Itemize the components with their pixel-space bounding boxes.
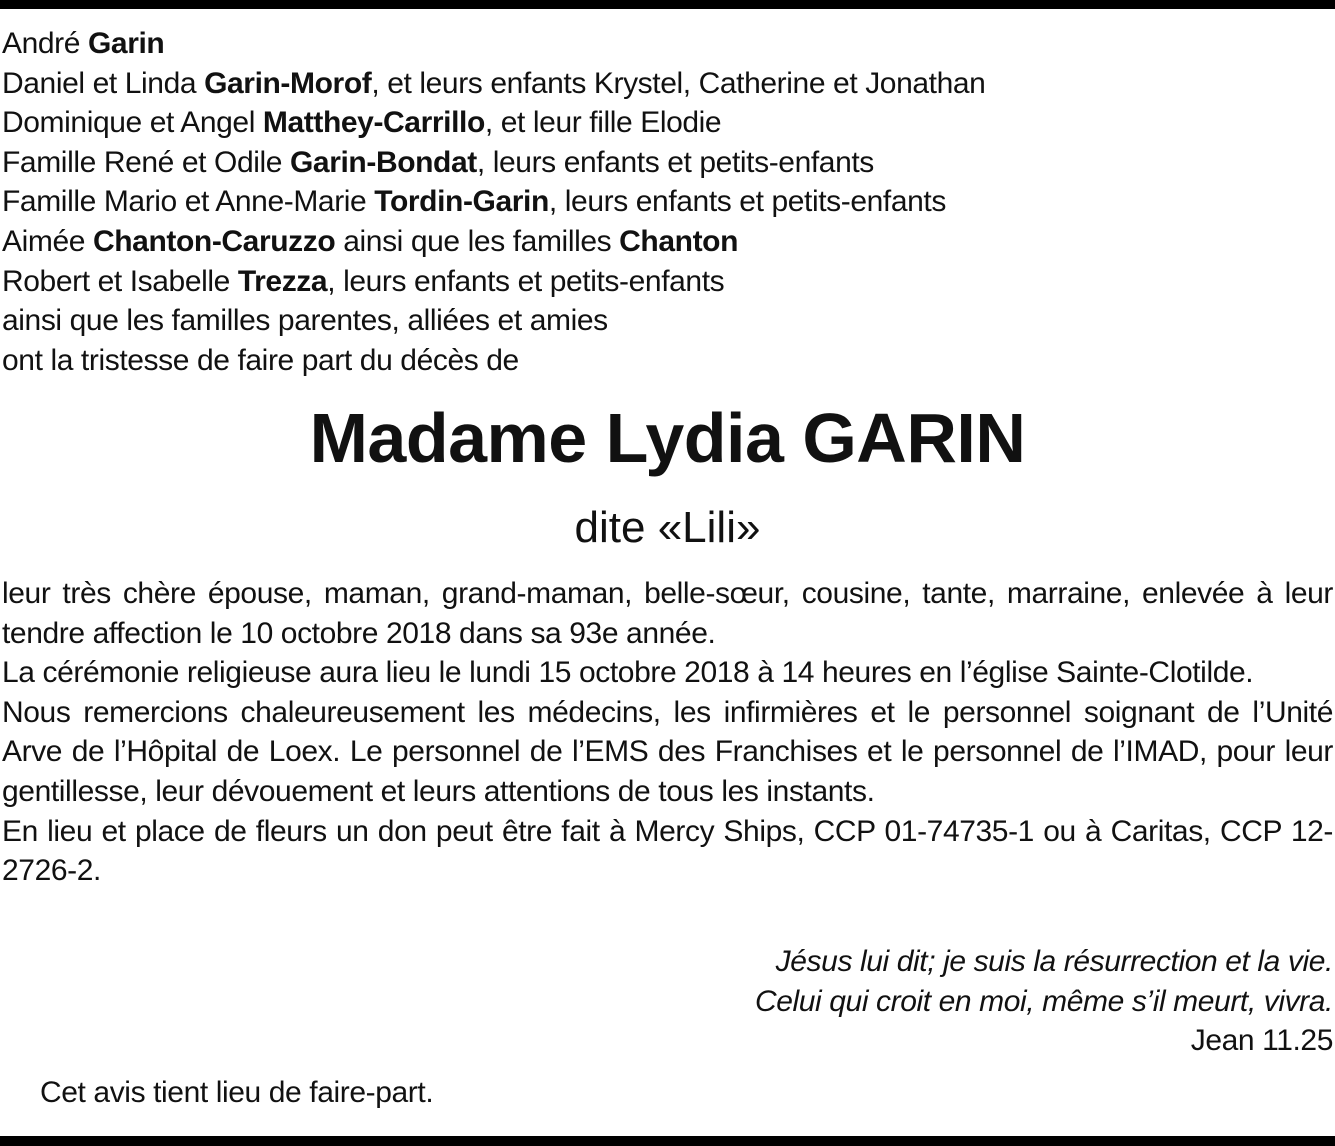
family-line bbox=[2, 341, 1332, 381]
body-paragraph: En lieu et place de fleurs un don peut être fait à Mercy Ships, CCP 01-74735-1 ou à Caritas, CCP 12-2726-2. bbox=[2, 814, 1333, 888]
family-line-text: ainsi que les familles bbox=[335, 224, 620, 258]
family-line bbox=[2, 182, 1332, 222]
family-line bbox=[2, 301, 1332, 341]
top-rule bbox=[0, 0, 1335, 9]
family-surname: Matthey-Carrillo bbox=[262, 106, 485, 140]
family-line-text: , leurs enfants et petits-enfants bbox=[548, 185, 946, 219]
family-line-text: , leurs enfants et petits-enfants bbox=[476, 145, 874, 179]
family-line-text: Famille Mario et Anne-Marie bbox=[2, 185, 375, 219]
family-line-text: André bbox=[2, 27, 88, 60]
family-line-text: ont la tristesse de faire part du décès de bbox=[2, 343, 519, 377]
family-line-text: , et leurs enfants Krystel, Catherine et Jonathan bbox=[371, 66, 986, 100]
verse-line: Celui qui croit en moi, même s’il meurt, vivra. bbox=[754, 984, 1333, 1018]
announcement-body bbox=[2, 574, 1333, 891]
family-line bbox=[2, 103, 1332, 143]
family-surname: Chanton bbox=[619, 224, 739, 258]
family-line bbox=[2, 262, 1332, 302]
verse-reference: Jean 11.25 bbox=[1190, 1024, 1333, 1058]
family-surname: Garin bbox=[88, 27, 165, 60]
family-line-text: Aimée bbox=[2, 224, 93, 258]
deceased-nickname: dite «Lili» bbox=[574, 503, 761, 552]
family-line-text: ainsi que les familles parentes, alliées et amies bbox=[2, 304, 608, 338]
family-line-text: Dominique et Angel bbox=[2, 106, 263, 140]
body-paragraph: Nous remercions chaleureusement les médecins, les infirmières et le personnel soignant de l’Unité Arve de l’Hôpital de Loex. Le personnel de l’EMS des Franchises et le personnel de l’IMAD, pour leur gentillesse, leur dévouement et leurs attentions de tous les instants. bbox=[2, 695, 1333, 808]
deceased-name: Madame Lydia GARIN bbox=[309, 399, 1026, 477]
notice-text: Cet avis tient lieu de faire-part. bbox=[40, 1076, 434, 1109]
family-surname: Garin-Bondat bbox=[290, 145, 477, 179]
bottom-rule bbox=[0, 1136, 1335, 1146]
bible-verse bbox=[433, 942, 1333, 1061]
family-line-text: Robert et Isabelle bbox=[2, 264, 238, 298]
family-line-text: , leurs enfants et petits-enfants bbox=[327, 264, 725, 298]
family-surname: Garin-Morof bbox=[204, 66, 372, 100]
family-line-text: , et leur fille Elodie bbox=[484, 106, 722, 140]
family-line-text: Famille René et Odile bbox=[2, 145, 290, 179]
family-line bbox=[2, 24, 1332, 64]
verse-line: Jésus lui dit; je suis la résurrection et la vie. bbox=[775, 945, 1333, 978]
body-paragraph: leur très chère épouse, maman, grand-maman, belle-sœur, cousine, tante, marraine, enlevée à leur tendre affection le 10 octobre 2018 dans sa 93e année. bbox=[2, 577, 1333, 650]
body-paragraph: La cérémonie religieuse aura lieu le lundi 15 octobre 2018 à 14 heures en l’église Sainte-Clotilde. bbox=[2, 656, 1254, 690]
family-surname: Trezza bbox=[237, 264, 328, 298]
family-line bbox=[2, 222, 1332, 262]
family-line-text: Daniel et Linda bbox=[2, 66, 205, 100]
family-line bbox=[2, 143, 1332, 183]
family-surname: Chanton-Caruzzo bbox=[92, 224, 336, 258]
family-line bbox=[2, 64, 1332, 104]
family-list bbox=[2, 24, 1332, 380]
family-surname: Tordin-Garin bbox=[374, 185, 549, 219]
